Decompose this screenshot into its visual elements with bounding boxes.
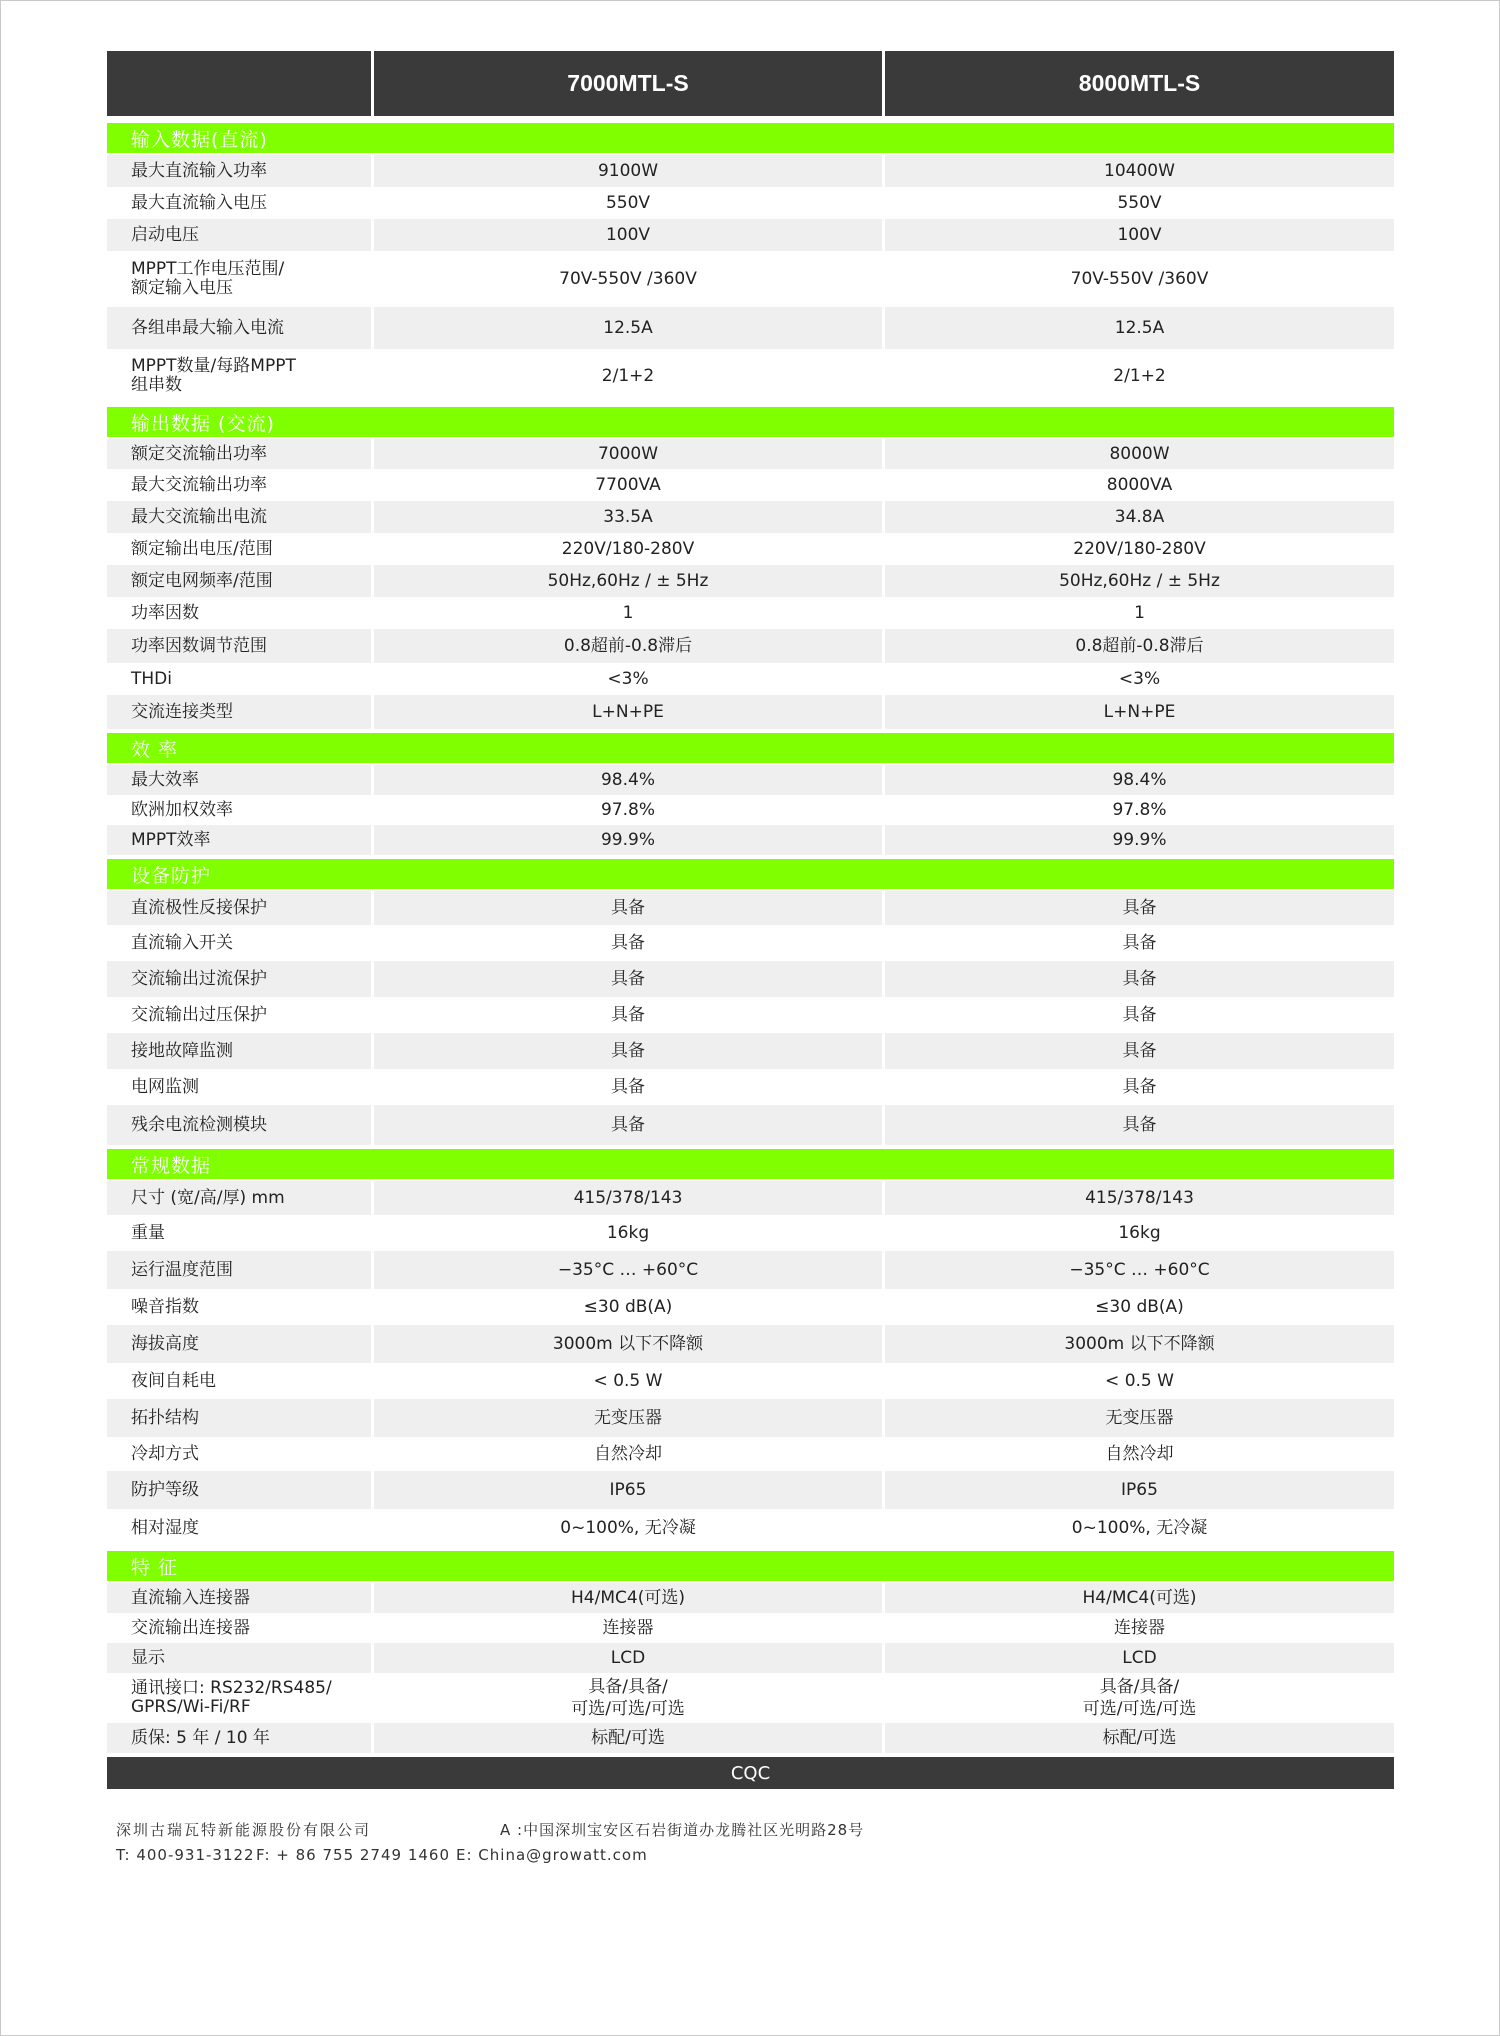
spec-label: 最大直流输入功率	[107, 155, 371, 187]
spec-row	[107, 1471, 1394, 1509]
model-1-value: 3000m 以下不降额	[371, 1325, 882, 1363]
spec-label: 噪音指数	[107, 1289, 371, 1325]
spec-row	[107, 501, 1394, 533]
model-1-value: 具备	[371, 1105, 882, 1145]
model-2-value: 具备/具备/ 可选/可选/可选	[882, 1673, 1394, 1723]
spec-label: 冷却方式	[107, 1437, 371, 1471]
model-2-value: 50Hz,60Hz / ± 5Hz	[882, 565, 1394, 597]
section-title: 特 征	[107, 1551, 1394, 1581]
spec-label: 质保: 5 年 / 10 年	[107, 1723, 371, 1753]
model-2-value: 具备	[882, 961, 1394, 997]
model-2-value: 12.5A	[882, 307, 1394, 349]
model-1-value: 97.8%	[371, 795, 882, 825]
model-2-value: 8000W	[882, 439, 1394, 469]
spec-label: 残余电流检测模块	[107, 1105, 371, 1145]
model-2-value: 具备	[882, 891, 1394, 925]
spec-label: 拓扑结构	[107, 1399, 371, 1437]
section-title: 效 率	[107, 733, 1394, 763]
model-1-value: 具备	[371, 997, 882, 1033]
spec-row	[107, 533, 1394, 565]
spec-row	[107, 307, 1394, 349]
spec-row	[107, 1363, 1394, 1399]
spec-label: 直流输入开关	[107, 925, 371, 961]
spec-label: 最大直流输入电压	[107, 187, 371, 219]
spec-row	[107, 1181, 1394, 1215]
model-2-value: 16kg	[882, 1215, 1394, 1251]
model-2-value: L+N+PE	[882, 695, 1394, 729]
model-2-value: 220V/180-280V	[882, 533, 1394, 565]
model-2-value: 自然冷却	[882, 1437, 1394, 1471]
model-1-value: 12.5A	[371, 307, 882, 349]
spec-label: 直流极性反接保护	[107, 891, 371, 925]
spec-row	[107, 349, 1394, 403]
model-1-value: H4/MC4(可选)	[371, 1583, 882, 1613]
spec-row	[107, 469, 1394, 501]
model-1-value: 220V/180-280V	[371, 533, 882, 565]
model-2-value: 0~100%, 无冷凝	[882, 1509, 1394, 1547]
spec-row	[107, 1215, 1394, 1251]
section-title: 设备防护	[107, 859, 1394, 889]
spec-row	[107, 1069, 1394, 1105]
model-1-value: 99.9%	[371, 825, 882, 855]
spec-row	[107, 765, 1394, 795]
spec-row	[107, 891, 1394, 925]
model-1-value: 16kg	[371, 1215, 882, 1251]
spec-label: 交流输出过流保护	[107, 961, 371, 997]
spec-row	[107, 1289, 1394, 1325]
spec-row	[107, 961, 1394, 997]
spec-table	[107, 51, 1394, 1789]
model-2-value: 100V	[882, 219, 1394, 251]
model-2-header: 8000MTL-S	[882, 51, 1394, 116]
model-1-value: 2/1+2	[371, 349, 882, 403]
model-1-value: 7000W	[371, 439, 882, 469]
model-1-value: <3%	[371, 663, 882, 695]
company-address: A :中国深圳宝安区石岩街道办龙腾社区光明路28号	[500, 1821, 865, 1839]
model-1-value: 550V	[371, 187, 882, 219]
spec-sections	[107, 123, 1394, 1753]
spec-label: 防护等级	[107, 1471, 371, 1509]
spec-row	[107, 597, 1394, 629]
model-1-value: 415/378/143	[371, 1181, 882, 1215]
spec-row	[107, 219, 1394, 251]
model-2-value: −35°C … +60°C	[882, 1251, 1394, 1289]
spec-row	[107, 565, 1394, 597]
spec-label: 各组串最大输入电流	[107, 307, 371, 349]
model-1-value: 具备/具备/ 可选/可选/可选	[371, 1673, 882, 1723]
spec-label: 交流输出连接器	[107, 1613, 371, 1643]
spec-label: 最大交流输出功率	[107, 469, 371, 501]
model-2-value: 99.9%	[882, 825, 1394, 855]
spec-row	[107, 663, 1394, 695]
spec-label: 额定电网频率/范围	[107, 565, 371, 597]
fax: F: + 86 755 2749 1460	[256, 1846, 450, 1864]
spec-row	[107, 1509, 1394, 1547]
model-1-value: 0.8超前-0.8滞后	[371, 629, 882, 663]
model-1-value: L+N+PE	[371, 695, 882, 729]
spec-label: 通讯接口: RS232/RS485/ GPRS/Wi-Fi/RF	[107, 1673, 371, 1723]
model-1-value: ≤30 dB(A)	[371, 1289, 882, 1325]
model-2-value: <3%	[882, 663, 1394, 695]
model-2-value: 70V-550V /360V	[882, 251, 1394, 307]
model-2-value: 具备	[882, 1033, 1394, 1069]
spec-label: 运行温度范围	[107, 1251, 371, 1289]
model-2-value: ≤30 dB(A)	[882, 1289, 1394, 1325]
model-1-value: 具备	[371, 891, 882, 925]
spec-row	[107, 629, 1394, 663]
spec-row	[107, 1399, 1394, 1437]
model-1-value: 9100W	[371, 155, 882, 187]
model-2-value: 具备	[882, 997, 1394, 1033]
spec-label: 最大效率	[107, 765, 371, 795]
model-1-value: < 0.5 W	[371, 1363, 882, 1399]
spec-label: THDi	[107, 663, 371, 695]
spec-row	[107, 1613, 1394, 1643]
model-2-value: H4/MC4(可选)	[882, 1583, 1394, 1613]
spec-row	[107, 251, 1394, 307]
spec-label: 接地故障监测	[107, 1033, 371, 1069]
email: E: China@growatt.com	[456, 1846, 648, 1864]
spec-label: 海拔高度	[107, 1325, 371, 1363]
spec-label: 交流连接类型	[107, 695, 371, 729]
model-2-value: 34.8A	[882, 501, 1394, 533]
spec-label: MPPT工作电压范围/ 额定输入电压	[107, 251, 371, 307]
model-2-value: 0.8超前-0.8滞后	[882, 629, 1394, 663]
spec-row	[107, 1437, 1394, 1471]
model-1-value: 具备	[371, 1033, 882, 1069]
model-1-value: 无变压器	[371, 1399, 882, 1437]
spec-label: 启动电压	[107, 219, 371, 251]
model-2-value: 具备	[882, 1105, 1394, 1145]
model-2-value: 10400W	[882, 155, 1394, 187]
spec-label: MPPT数量/每路MPPT 组串数	[107, 349, 371, 403]
model-1-value: LCD	[371, 1643, 882, 1673]
section-title: 输入数据(直流)	[107, 123, 1394, 153]
spec-row	[107, 1033, 1394, 1069]
table-header	[107, 51, 1394, 119]
spec-label: 额定输出电压/范围	[107, 533, 371, 565]
model-1-value: 1	[371, 597, 882, 629]
model-2-value: 具备	[882, 1069, 1394, 1105]
spec-label: 最大交流输出电流	[107, 501, 371, 533]
model-1-value: 70V-550V /360V	[371, 251, 882, 307]
model-2-value: 具备	[882, 925, 1394, 961]
certification-bar: CQC	[107, 1757, 1394, 1789]
spec-row	[107, 187, 1394, 219]
spec-row	[107, 1325, 1394, 1363]
model-1-value: 98.4%	[371, 765, 882, 795]
model-2-value: 8000VA	[882, 469, 1394, 501]
model-2-value: 550V	[882, 187, 1394, 219]
spec-label: 功率因数调节范围	[107, 629, 371, 663]
section-title: 常规数据	[107, 1149, 1394, 1179]
spec-row	[107, 1673, 1394, 1723]
spec-row	[107, 795, 1394, 825]
model-2-value: < 0.5 W	[882, 1363, 1394, 1399]
spec-label: 重量	[107, 1215, 371, 1251]
spec-row	[107, 1583, 1394, 1613]
model-1-value: 具备	[371, 925, 882, 961]
section-title: 输出数据 (交流)	[107, 407, 1394, 437]
model-2-value: 标配/可选	[882, 1723, 1394, 1753]
model-1-value: 0~100%, 无冷凝	[371, 1509, 882, 1547]
company-name: 深圳古瑞瓦特新能源股份有限公司	[116, 1821, 372, 1839]
spec-label: 欧洲加权效率	[107, 795, 371, 825]
model-2-value: 无变压器	[882, 1399, 1394, 1437]
spec-row	[107, 925, 1394, 961]
model-1-value: −35°C … +60°C	[371, 1251, 882, 1289]
model-1-value: 自然冷却	[371, 1437, 882, 1471]
spec-row	[107, 997, 1394, 1033]
spec-label: 电网监测	[107, 1069, 371, 1105]
spec-row	[107, 825, 1394, 855]
model-2-value: IP65	[882, 1471, 1394, 1509]
spec-row	[107, 695, 1394, 729]
model-1-value: 7700VA	[371, 469, 882, 501]
model-1-value: IP65	[371, 1471, 882, 1509]
spec-label: 夜间自耗电	[107, 1363, 371, 1399]
contact-info	[116, 1818, 864, 1868]
model-1-value: 50Hz,60Hz / ± 5Hz	[371, 565, 882, 597]
model-2-value: 连接器	[882, 1613, 1394, 1643]
spec-label: 显示	[107, 1643, 371, 1673]
model-2-value: 3000m 以下不降额	[882, 1325, 1394, 1363]
spec-row	[107, 1723, 1394, 1753]
spec-label: 额定交流输出功率	[107, 439, 371, 469]
spec-row	[107, 439, 1394, 469]
header-blank	[107, 51, 371, 116]
spec-label: 相对湿度	[107, 1509, 371, 1547]
telephone: T: 400-931-3122	[116, 1846, 255, 1864]
spec-label: 尺寸 (宽/高/厚) mm	[107, 1181, 371, 1215]
model-2-value: 98.4%	[882, 765, 1394, 795]
spec-row	[107, 155, 1394, 187]
model-2-value: LCD	[882, 1643, 1394, 1673]
spec-row	[107, 1105, 1394, 1145]
model-2-value: 415/378/143	[882, 1181, 1394, 1215]
model-2-value: 97.8%	[882, 795, 1394, 825]
spec-label: 直流输入连接器	[107, 1583, 371, 1613]
spec-label: 交流输出过压保护	[107, 997, 371, 1033]
model-1-value: 具备	[371, 1069, 882, 1105]
model-2-value: 2/1+2	[882, 349, 1394, 403]
spec-row	[107, 1251, 1394, 1289]
model-1-value: 连接器	[371, 1613, 882, 1643]
model-1-value: 33.5A	[371, 501, 882, 533]
spec-label: 功率因数	[107, 597, 371, 629]
model-1-value: 具备	[371, 961, 882, 997]
model-1-header: 7000MTL-S	[371, 51, 882, 116]
spec-row	[107, 1643, 1394, 1673]
model-1-value: 100V	[371, 219, 882, 251]
model-1-value: 标配/可选	[371, 1723, 882, 1753]
spec-label: MPPT效率	[107, 825, 371, 855]
model-2-value: 1	[882, 597, 1394, 629]
